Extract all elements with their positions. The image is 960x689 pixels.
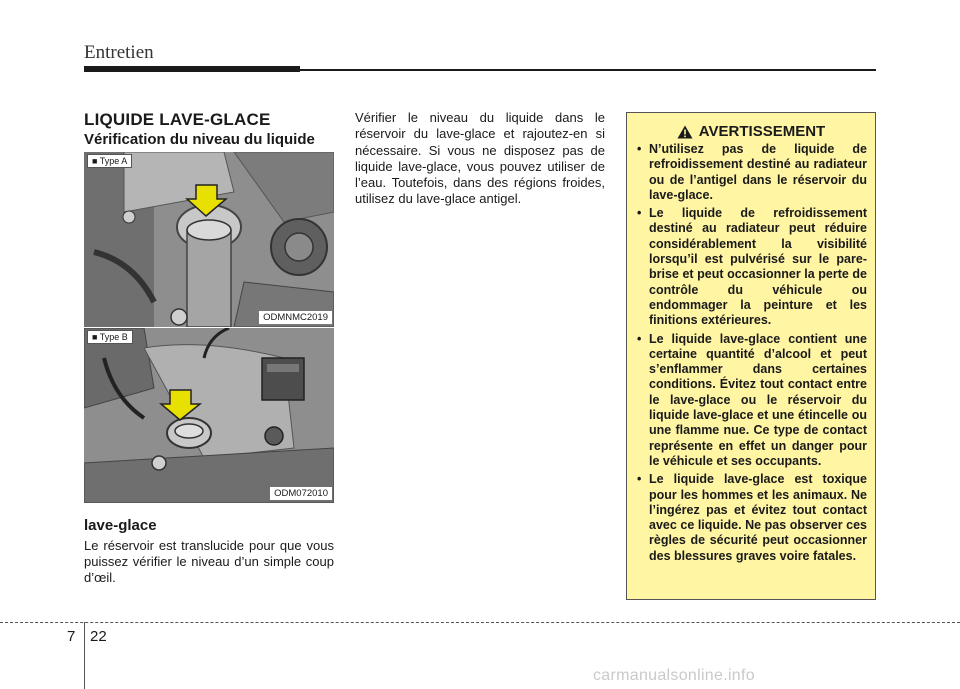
figure-code: ODMNMC2019	[259, 311, 332, 324]
warning-header	[635, 123, 867, 140]
warning-box	[626, 112, 876, 600]
header-rule-thin	[300, 69, 876, 71]
figure-type-label: ■ Type B	[87, 330, 133, 344]
footer-divider	[84, 622, 85, 689]
warning-title: AVERTISSEMENT	[698, 123, 826, 140]
middle-paragraph: Vérifier le niveau du liquide dans le réservoir du lave-glace et rajoutez-en si nécessaire. Si vous ne disposez pas de liquide lave-glace, vous pouvez utiliser de l’eau. Toutefois, dans des régions froides, utilisez du lave-glace antigel.	[355, 110, 605, 207]
warning-list	[635, 142, 867, 564]
warning-item: • Le liquide lave-glace est toxique pour les hommes et les animaux. Ne l’ingérez pas et évitez tout contact avec ce liquide. Ne pas observer ces règles de sécurité peut occasionner des blessures graves voire fatales.	[635, 472, 867, 564]
warning-item: • Le liquide de refroidissement destiné au radiateur peut réduire considérablement la visibilité lorsqu’il est pulvérisé sur le pare-brise et peut occasionner la perte de contrôle du véhicule ou endommager la peinture et les finitions extérieures.	[635, 206, 867, 328]
warning-triangle-icon	[677, 125, 693, 139]
sub-heading-line2: lave-glace	[84, 517, 157, 534]
warning-item: • Le liquide lave-glace contient une certaine quantité d’alcool et peut s’enflammer dans certaines conditions. Évitez tout contact entre le lave-glace ou le réservoir du liquide lave-glace et une étincelle ou une flamme nue. Ce type de contact représente en effet un danger pour le véhicule et ses occupants.	[635, 332, 867, 470]
figure-type-a	[84, 152, 334, 327]
engine-bay-illustration-a	[84, 152, 334, 327]
header-title: Entretien	[84, 42, 154, 63]
figure-type-label: ■ Type A	[87, 154, 132, 168]
header-rule-thick	[84, 66, 300, 72]
warning-item: • N’utilisez pas de liquide de refroidissement destiné au radiateur ou de l’antigel dans le réservoir du lave-glace.	[635, 142, 867, 203]
footer-rule	[0, 622, 960, 623]
section-heading: LIQUIDE LAVE-GLACE	[84, 110, 271, 129]
sub-heading-line1: Vérification du niveau du liquide	[84, 131, 315, 148]
figure-type-b	[84, 328, 334, 503]
watermark: carmanualsonline.info	[593, 667, 755, 684]
chapter-number: 7	[67, 628, 76, 645]
page-number: 22	[90, 628, 107, 645]
figure-code: ODM072010	[270, 487, 332, 500]
left-paragraph: Le réservoir est translucide pour que vous puissez vérifier le niveau d’un simple coup d’œil.	[84, 538, 334, 585]
engine-bay-illustration-b	[84, 328, 334, 503]
